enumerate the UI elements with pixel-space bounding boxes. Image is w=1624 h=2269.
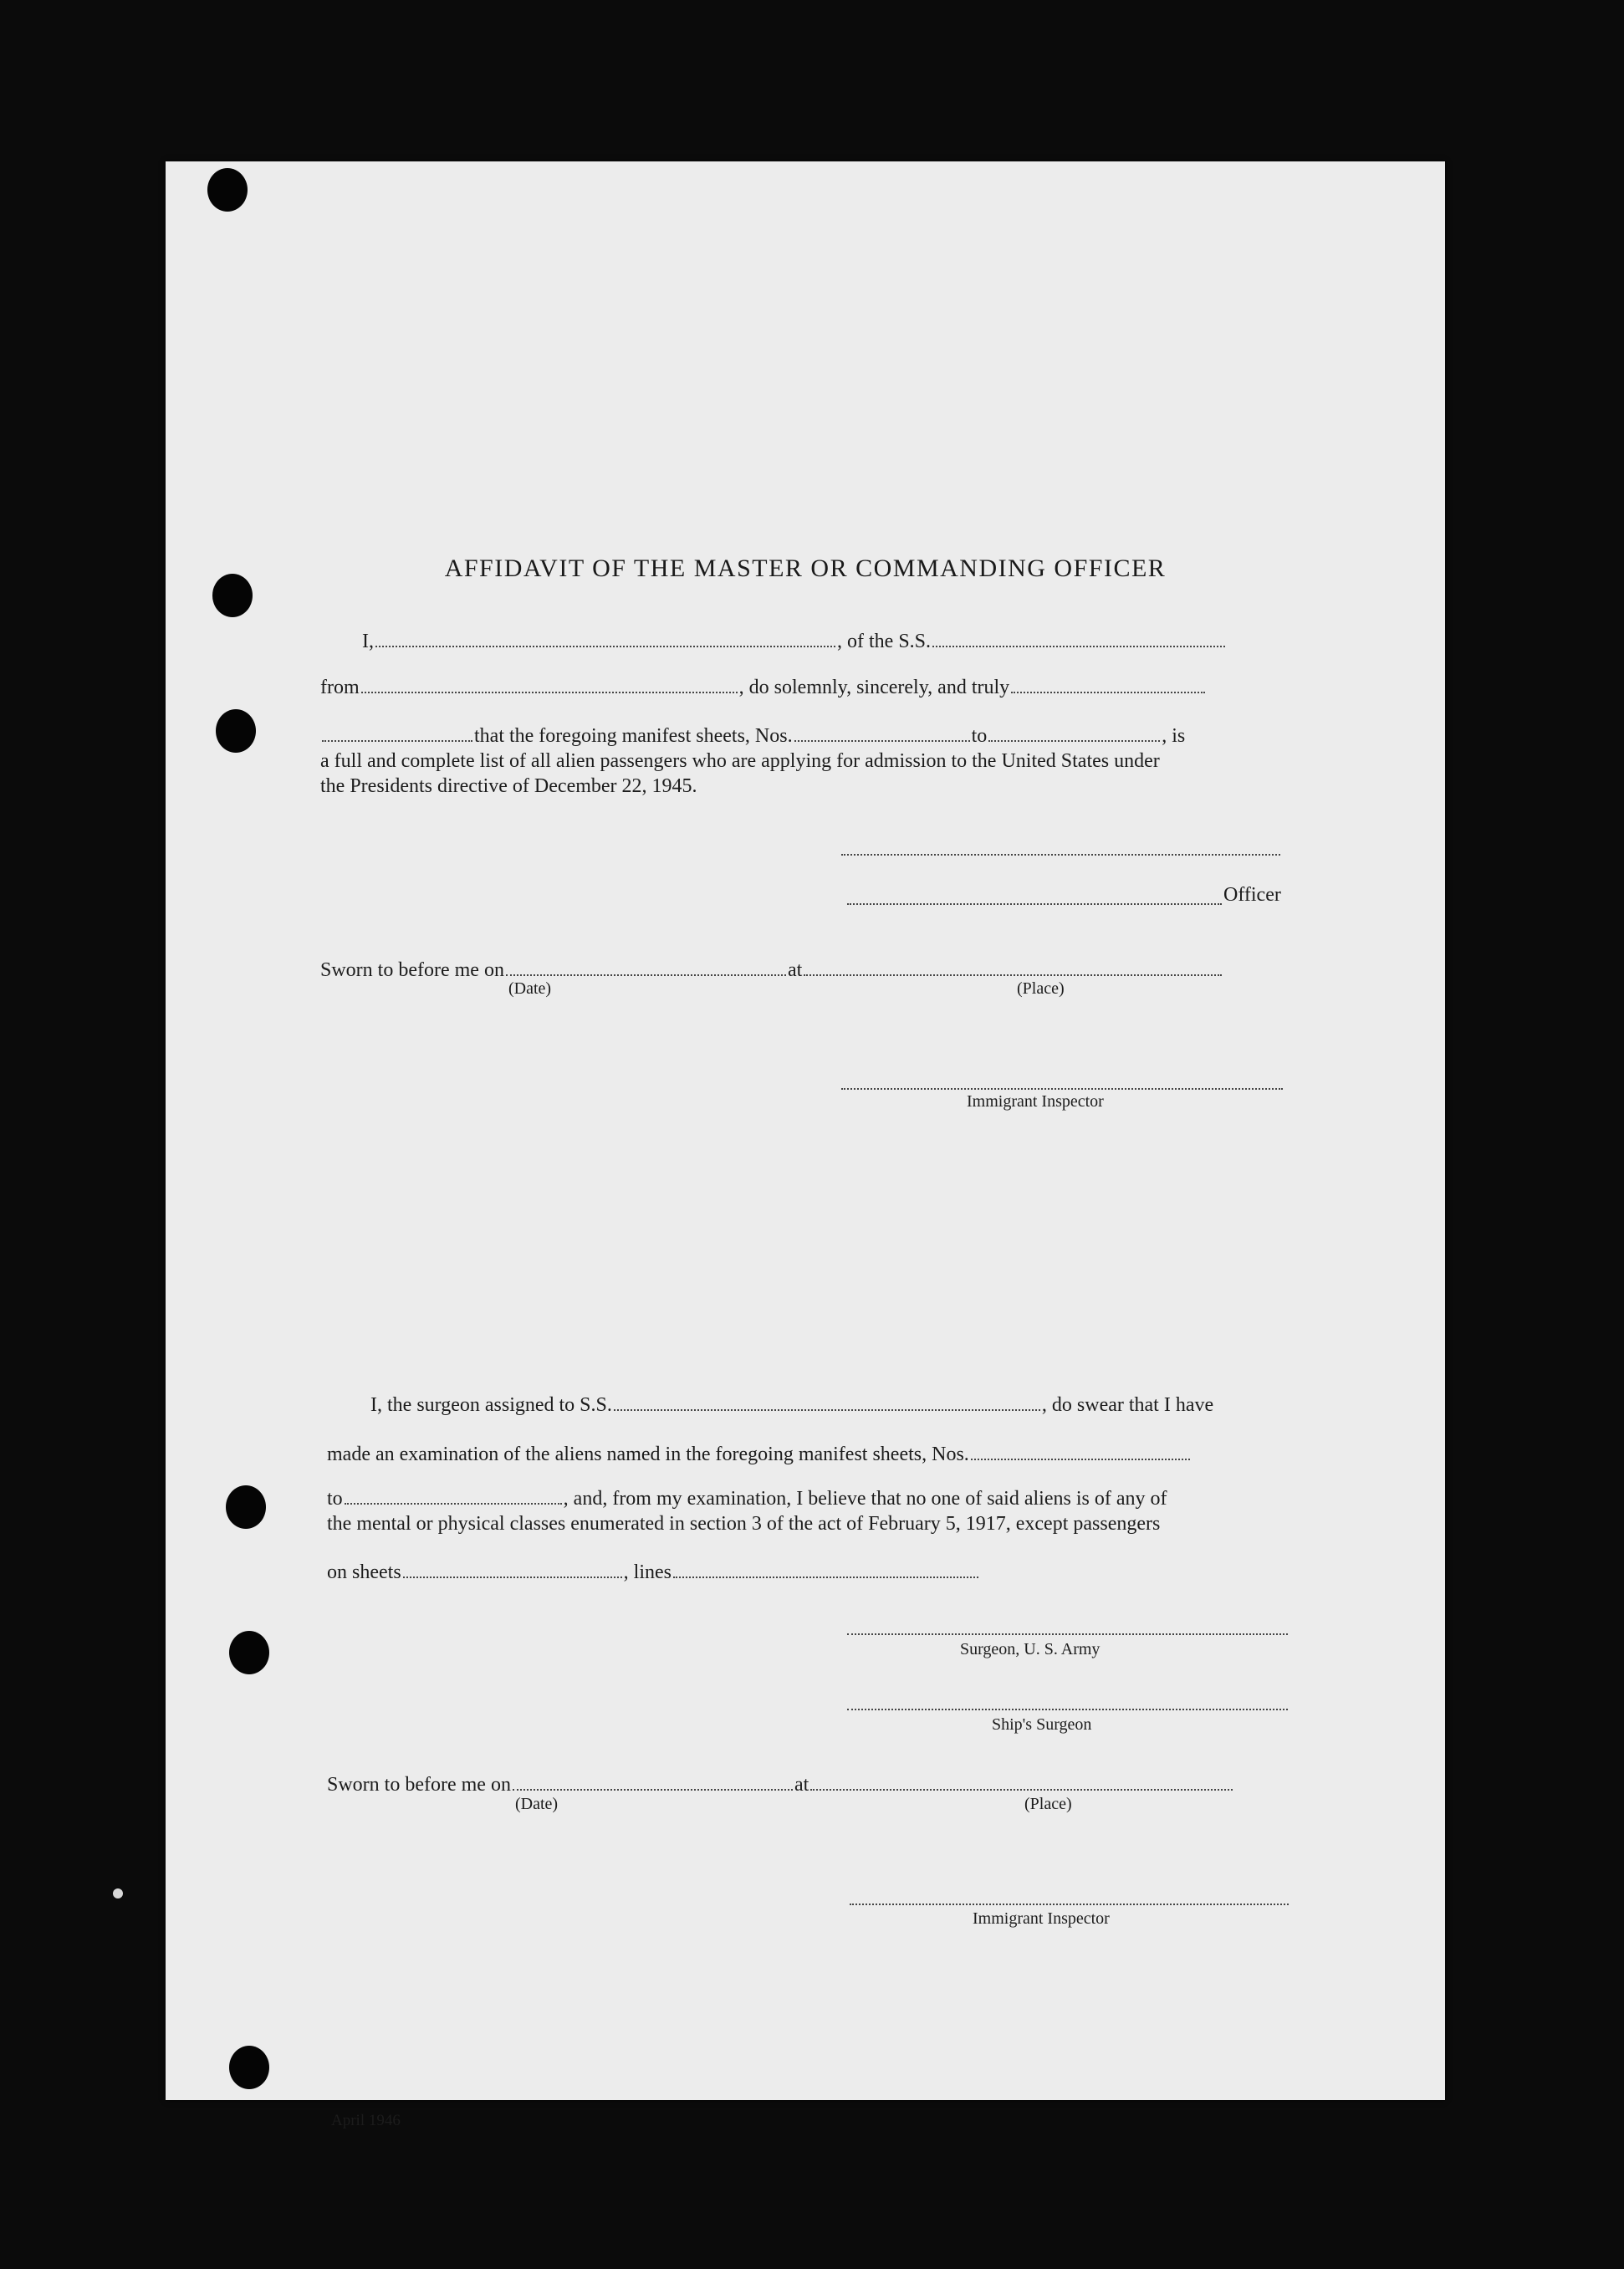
surgeon-sheets-field[interactable] — [403, 1576, 622, 1578]
form-title: AFFIDAVIT OF THE MASTER OR COMMANDING OFFICER — [444, 554, 1167, 582]
surgeon-line-1: I, the surgeon assigned to S.S. , do swear that I have — [370, 1394, 1214, 1416]
ship-surgeon-signature-line[interactable] — [847, 1709, 1288, 1710]
master-line-5: the Presidents directive of December 22, 1945. — [320, 775, 697, 797]
master-sworn-place-field[interactable] — [804, 974, 1222, 976]
master-date-caption: (Date) — [508, 979, 552, 998]
surgeon-sworn-place-field[interactable] — [810, 1788, 1233, 1791]
master-inspector-signature-line[interactable] — [841, 1088, 1283, 1090]
master-line-1: I, , of the S.S. — [362, 626, 1227, 657]
ship-surgeon-label: Ship's Surgeon — [992, 1715, 1092, 1734]
army-surgeon-label: Surgeon, U. S. Army — [960, 1640, 1101, 1658]
master-sworn-date-field[interactable] — [506, 974, 786, 976]
surgeon-sworn-line: Sworn to before me on at — [327, 1769, 1234, 1801]
sheet-to-field[interactable] — [988, 739, 1160, 742]
master-signature-line-1[interactable] — [841, 854, 1280, 856]
punch-hole — [207, 168, 248, 212]
declaration-field[interactable] — [1011, 691, 1205, 693]
surgeon-line-3: to , and, from my examination, I believe that no one of said aliens is of any of — [327, 1488, 1167, 1510]
army-surgeon-signature-line[interactable] — [847, 1633, 1288, 1635]
master-sworn-line: Sworn to before me on at — [320, 954, 1223, 986]
surgeon-inspector-label: Immigrant Inspector — [973, 1909, 1110, 1928]
surgeon-sheet-from-field[interactable] — [971, 1458, 1190, 1460]
master-place-caption: (Place) — [1017, 979, 1065, 998]
ship-field[interactable] — [932, 645, 1225, 647]
form-date: April 1946 — [331, 2112, 401, 2129]
punch-hole — [229, 1631, 269, 1674]
surgeon-line-2: made an examination of the aliens named in the foregoing manifest sheets, Nos. — [327, 1439, 1192, 1470]
sheet-from-field[interactable] — [794, 739, 970, 742]
punch-hole — [216, 709, 256, 753]
surgeon-date-caption: (Date) — [515, 1795, 559, 1813]
master-signature-line-2[interactable] — [847, 903, 1222, 905]
surgeon-lines-field[interactable] — [673, 1576, 978, 1578]
dust-speck — [113, 1888, 123, 1898]
officer-label: Officer — [1223, 884, 1281, 906]
surgeon-ship-field[interactable] — [614, 1408, 1040, 1411]
punch-hole — [226, 1485, 266, 1529]
name-field[interactable] — [375, 645, 835, 647]
form-paper — [166, 161, 1445, 2129]
declaration-verb-field[interactable] — [322, 739, 472, 742]
master-line-3: that the foregoing manifest sheets, Nos. to , is — [320, 720, 1185, 752]
surgeon-line-4: the mental or physical classes enumerated in section 3 of the act of February 5, 1917, except passengers — [327, 1513, 1161, 1535]
master-line-4: a full and complete list of all alien passengers who are applying for admission to the United States under — [320, 750, 1160, 772]
surgeon-sworn-date-field[interactable] — [513, 1788, 793, 1791]
surgeon-inspector-signature-line[interactable] — [850, 1904, 1289, 1905]
surgeon-sheet-to-field[interactable] — [345, 1502, 562, 1505]
surgeon-line-5: on sheets , lines — [327, 1556, 980, 1588]
surgeon-place-caption: (Place) — [1024, 1795, 1072, 1813]
from-field[interactable] — [361, 691, 738, 693]
master-inspector-label: Immigrant Inspector — [967, 1092, 1104, 1111]
master-line-2: from , do solemnly, sincerely, and truly — [320, 672, 1207, 703]
punch-hole — [229, 2046, 269, 2089]
